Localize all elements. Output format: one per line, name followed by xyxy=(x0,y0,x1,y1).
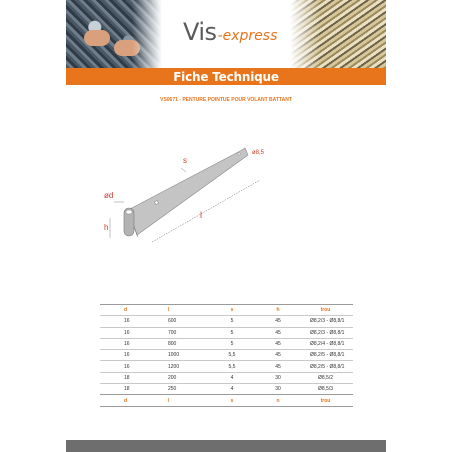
table-header-row xyxy=(100,305,353,316)
cell-trou: Ø8,2/3 - Ø8,8/1 xyxy=(298,327,353,338)
cell-trou: Ø8,2/5 - Ø8,8/1 xyxy=(298,350,353,361)
cell-d: 18 xyxy=(100,372,150,383)
cell-d: 16 xyxy=(100,327,150,338)
table-row xyxy=(100,338,353,349)
round-hole xyxy=(238,153,240,155)
cell-l: 800 xyxy=(150,338,206,349)
cell-s: 5 xyxy=(206,338,258,349)
cell-l: 600 xyxy=(150,316,206,327)
table-footer-row xyxy=(100,395,353,406)
tools-photo xyxy=(66,0,162,68)
screws-photo xyxy=(290,0,386,68)
banner-title: Fiche Technique xyxy=(173,69,279,84)
label-s: s xyxy=(183,156,187,165)
cell-h: 30 xyxy=(258,384,298,395)
table-row xyxy=(100,350,353,361)
cell-s: 5 xyxy=(206,327,258,338)
cell-s: 4 xyxy=(206,384,258,395)
cell-s: 5 xyxy=(206,316,258,327)
cell-l: 200 xyxy=(150,372,206,383)
footer-s: s xyxy=(206,395,258,406)
header-h: h xyxy=(258,305,298,316)
logo-main-text: Vis xyxy=(183,18,217,46)
cell-d: 16 xyxy=(100,350,150,361)
footer-trou: trou xyxy=(298,395,353,406)
cell-l: 700 xyxy=(150,327,206,338)
cell-l: 1200 xyxy=(150,361,206,372)
cell-d: 16 xyxy=(100,338,150,349)
table-row xyxy=(100,384,353,395)
hand-shape xyxy=(84,30,110,46)
photo-fade xyxy=(132,0,162,68)
brand-logo xyxy=(183,18,277,46)
cell-h: 45 xyxy=(258,350,298,361)
cell-h: 30 xyxy=(258,372,298,383)
footer-bar xyxy=(66,440,386,452)
table-row xyxy=(100,316,353,327)
cell-h: 45 xyxy=(258,361,298,372)
cell-trou: Ø8,2/4 - Ø8,8/1 xyxy=(298,338,353,349)
cell-trou: Ø8,5/2 xyxy=(298,372,353,383)
cell-trou: Ø8,2/5 - Ø8,8/1 xyxy=(298,361,353,372)
dim-line-s xyxy=(181,168,186,172)
header-l: l xyxy=(150,305,206,316)
cell-trou: Ø8,5/3 xyxy=(298,384,353,395)
cell-s: 5,5 xyxy=(206,350,258,361)
cell-h: 45 xyxy=(258,327,298,338)
header xyxy=(66,0,386,68)
cell-trou: Ø8,2/3 - Ø8,8/1 xyxy=(298,316,353,327)
cell-s: 4 xyxy=(206,372,258,383)
header-s: s xyxy=(206,305,258,316)
barrel-hole xyxy=(126,210,132,214)
cell-l: 1000 xyxy=(150,350,206,361)
table-row xyxy=(100,361,353,372)
product-subtitle: VS0671 - PENTURE POINTUE POUR VOLANT BATTANT xyxy=(160,97,292,103)
spec-table-body xyxy=(100,305,353,407)
spec-table xyxy=(100,304,353,407)
footer-n: n xyxy=(258,395,298,406)
table-row xyxy=(100,327,353,338)
cell-s: 5,5 xyxy=(206,361,258,372)
cell-d: 18 xyxy=(100,384,150,395)
title-banner xyxy=(66,68,386,85)
label-h: h xyxy=(104,223,109,232)
cell-h: 45 xyxy=(258,338,298,349)
cell-l: 250 xyxy=(150,384,206,395)
label-l: l xyxy=(200,210,202,220)
hinge-drawing xyxy=(66,130,386,260)
hinge-strap xyxy=(128,148,248,235)
header-d: d xyxy=(100,305,150,316)
footer-l: l xyxy=(150,395,206,406)
header-trou: trou xyxy=(298,305,353,316)
logo-sub-text: -express xyxy=(217,28,278,44)
cell-d: 16 xyxy=(100,316,150,327)
cell-d: 16 xyxy=(100,361,150,372)
label-hole: ø8,5 xyxy=(252,150,265,156)
cell-h: 45 xyxy=(258,316,298,327)
footer-d: d xyxy=(100,395,150,406)
photo-fade xyxy=(290,0,320,68)
label-d: ød xyxy=(104,191,114,200)
table-row xyxy=(100,372,353,383)
